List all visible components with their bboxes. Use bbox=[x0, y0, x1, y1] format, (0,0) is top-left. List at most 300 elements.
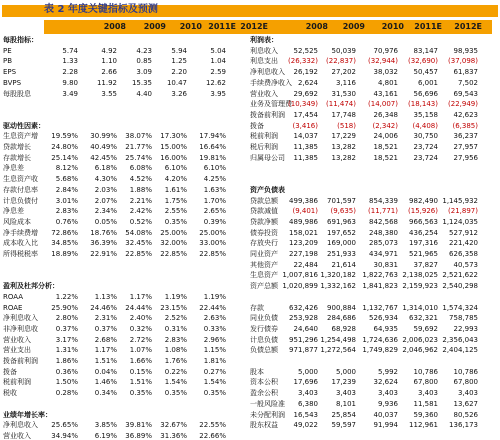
left-row-value: 2.34% bbox=[94, 207, 117, 215]
right-row-value: 43,161 bbox=[373, 90, 398, 98]
left-row-value: 2.65% bbox=[203, 207, 226, 215]
right-row-value: (11,474) bbox=[326, 100, 356, 108]
left-row-value: 1.15% bbox=[203, 346, 226, 354]
right-row-value: 17,229 bbox=[331, 132, 356, 140]
right-row-value: 136,173 bbox=[449, 421, 478, 429]
left-row-value: 6.19% bbox=[94, 432, 117, 440]
right-row-value: 632,426 bbox=[289, 304, 318, 312]
right-row-value: 98,935 bbox=[453, 47, 478, 55]
left-row-label: ROAA bbox=[3, 293, 24, 301]
right-row-value: (3,416) bbox=[292, 122, 318, 130]
left-row-value: 1.54% bbox=[203, 378, 226, 386]
left-row-value: 4.92 bbox=[101, 47, 117, 55]
left-row-value: 2.40% bbox=[129, 314, 152, 322]
left-row-value: 4.30% bbox=[94, 175, 117, 183]
left-row-value: 3.01% bbox=[55, 197, 78, 205]
right-row-value: 26,348 bbox=[373, 111, 398, 119]
right-row-label: 拨备前利润 bbox=[250, 111, 285, 119]
right-row-value: 80,526 bbox=[453, 411, 478, 419]
right-row-value: 2,138,025 bbox=[402, 271, 438, 279]
right-row-value: 436,254 bbox=[409, 229, 438, 237]
right-row-value: 251,933 bbox=[327, 250, 356, 258]
right-row-value: 59,360 bbox=[413, 411, 438, 419]
right-row-value: (9,401) bbox=[292, 207, 318, 215]
right-row-label: 资产总额 bbox=[250, 282, 278, 290]
left-row-value: 1.70% bbox=[203, 197, 226, 205]
left-row-value: 18.89% bbox=[51, 250, 78, 258]
right-row-label: 贷款净额 bbox=[250, 218, 278, 226]
left-row-value: 2.52% bbox=[164, 314, 187, 322]
left-row-value: 1.66% bbox=[129, 357, 152, 365]
right-row-value: (6,385) bbox=[452, 122, 478, 130]
right-row-value: 59,597 bbox=[331, 421, 356, 429]
left-row-label: 每股指标： bbox=[3, 36, 38, 44]
right-row-value: 854,339 bbox=[369, 197, 398, 205]
left-row-value: 1.86% bbox=[55, 357, 78, 365]
left-row-value: 12.62 bbox=[205, 79, 226, 87]
left-row-label: PB bbox=[3, 57, 13, 65]
right-row-value: 17,239 bbox=[331, 378, 356, 386]
right-year-2011e: 2011E bbox=[414, 22, 442, 31]
right-row-value: 2,404,125 bbox=[442, 346, 478, 354]
left-row-value: 1.17% bbox=[129, 293, 152, 301]
left-row-value: 22.85% bbox=[199, 250, 226, 258]
table-title-bar bbox=[0, 0, 500, 22]
right-row-value: 632,321 bbox=[409, 314, 438, 322]
right-row-value: 13,282 bbox=[331, 143, 356, 151]
right-row-value: 26,192 bbox=[293, 68, 318, 76]
right-row-value: 22,993 bbox=[453, 325, 478, 333]
left-row-value: 2.55% bbox=[164, 207, 187, 215]
right-row-value: 1,749,829 bbox=[362, 346, 398, 354]
left-row-value: 2.03% bbox=[94, 186, 117, 194]
left-row-value: 16.64% bbox=[199, 143, 226, 151]
left-row-label: 营业收入 bbox=[3, 336, 31, 344]
right-row-label: 营业收入 bbox=[250, 90, 278, 98]
left-row-value: 36.89% bbox=[125, 432, 152, 440]
right-row-label: 利润表： bbox=[250, 36, 278, 44]
left-row-value: 1.22% bbox=[55, 293, 78, 301]
right-row-value: 1,332,162 bbox=[320, 282, 356, 290]
left-row-value: 1.13% bbox=[94, 293, 117, 301]
right-row-value: 25,854 bbox=[331, 411, 356, 419]
left-row-value: 0.31% bbox=[164, 325, 187, 333]
left-row-value: 4.25% bbox=[203, 175, 226, 183]
right-row-value: 22,484 bbox=[293, 261, 318, 269]
left-year-2009: 2009 bbox=[143, 22, 166, 31]
right-row-value: 123,209 bbox=[289, 239, 318, 247]
left-row-value: 1.04 bbox=[210, 57, 226, 65]
left-row-value: 1.54% bbox=[164, 378, 187, 386]
left-row-value: 4.52% bbox=[129, 175, 152, 183]
right-row-value: 1,007,816 bbox=[282, 271, 318, 279]
left-row-label: 存款付息率 bbox=[3, 186, 38, 194]
left-row-value: 0.05% bbox=[94, 218, 117, 226]
left-row-label: 拨备 bbox=[3, 368, 17, 376]
right-row-label: 股本 bbox=[250, 368, 264, 376]
left-row-value: 5.68% bbox=[55, 175, 78, 183]
right-row-value: 17,748 bbox=[331, 111, 356, 119]
right-row-value: 13,282 bbox=[331, 154, 356, 162]
right-row-value: 966,563 bbox=[409, 218, 438, 226]
left-row-value: 16.00% bbox=[160, 154, 187, 162]
right-row-value: 42,623 bbox=[453, 111, 478, 119]
left-row-value: 1.51% bbox=[94, 357, 117, 365]
right-row-value: 6,001 bbox=[417, 79, 438, 87]
left-row-value: 17.94% bbox=[199, 132, 226, 140]
left-row-value: 32.00% bbox=[160, 239, 187, 247]
left-row-value: 0.22% bbox=[164, 368, 187, 376]
right-row-label: 贷款总额 bbox=[250, 197, 278, 205]
left-row-value: 2.84% bbox=[55, 186, 78, 194]
right-row-value: 18,521 bbox=[373, 154, 398, 162]
left-row-value: 39.81% bbox=[125, 421, 152, 429]
left-row-value: 0.37% bbox=[55, 325, 78, 333]
right-row-value: 11,385 bbox=[293, 143, 318, 151]
right-row-value: 5,000 bbox=[297, 368, 318, 376]
right-row-value: 626,358 bbox=[449, 250, 478, 258]
left-row-value: 4.40 bbox=[136, 90, 152, 98]
left-row-label: 成本收入比 bbox=[3, 239, 38, 247]
left-row-value: 5.04 bbox=[210, 47, 226, 55]
right-row-value: 3,403 bbox=[335, 389, 356, 397]
left-row-value: 0.27% bbox=[203, 368, 226, 376]
right-year-2009: 2009 bbox=[342, 22, 365, 31]
right-row-label: 股东权益 bbox=[250, 421, 278, 429]
left-row-value: 2.96% bbox=[203, 336, 226, 344]
right-row-value: 701,597 bbox=[327, 197, 356, 205]
left-row-value: 1.76% bbox=[164, 357, 187, 365]
right-row-label: 利息支出 bbox=[250, 57, 278, 65]
left-row-value: 34.85% bbox=[51, 239, 78, 247]
left-row-label: 税前利润 bbox=[3, 378, 31, 386]
right-row-value: 67,800 bbox=[453, 378, 478, 386]
left-row-value: 5.94 bbox=[171, 47, 187, 55]
left-row-value: 2.21% bbox=[129, 197, 152, 205]
right-row-value: 1,254,498 bbox=[320, 336, 356, 344]
left-row-label: BVPS bbox=[3, 79, 22, 87]
left-row-label: 净利息收入 bbox=[3, 421, 38, 429]
right-row-value: 14,037 bbox=[293, 132, 318, 140]
right-row-value: 70,976 bbox=[373, 47, 398, 55]
right-row-value: 17,696 bbox=[293, 378, 318, 386]
right-row-value: 971,877 bbox=[289, 346, 318, 354]
right-row-value: 10,786 bbox=[413, 368, 438, 376]
left-row-value: 10.47 bbox=[166, 79, 187, 87]
left-year-2011e: 2011E bbox=[208, 22, 236, 31]
right-row-value: 91,994 bbox=[373, 421, 398, 429]
left-row-value: 5.74 bbox=[62, 47, 78, 55]
left-row-value: 40.49% bbox=[90, 143, 117, 151]
left-row-value: 36.39% bbox=[90, 239, 117, 247]
right-row-value: 197,652 bbox=[327, 229, 356, 237]
left-row-label: 所得税税率 bbox=[3, 250, 38, 258]
left-row-label: 净利息收入 bbox=[3, 314, 38, 322]
right-row-label: 归属母公司 bbox=[250, 154, 285, 162]
right-row-value: 7,502 bbox=[457, 79, 478, 87]
left-row-value: 2.28 bbox=[62, 68, 78, 76]
right-row-value: 227,198 bbox=[289, 250, 318, 258]
right-row-label: 一般风险准 bbox=[250, 400, 285, 408]
left-row-label: 每股股息 bbox=[3, 90, 31, 98]
left-row-value: 19.59% bbox=[51, 132, 78, 140]
left-row-value: 42.45% bbox=[90, 154, 117, 162]
left-row-value: 3.26 bbox=[171, 90, 187, 98]
left-row-value: 23.15% bbox=[160, 304, 187, 312]
right-row-value: 11,385 bbox=[293, 154, 318, 162]
left-row-value: 19.81% bbox=[199, 154, 226, 162]
left-row-value: 2.07% bbox=[94, 197, 117, 205]
left-row-label: 生息资产增 bbox=[3, 132, 38, 140]
left-row-value: 31.36% bbox=[160, 432, 187, 440]
left-row-value: 2.20 bbox=[171, 68, 187, 76]
right-row-value: 2,624 bbox=[297, 79, 318, 87]
right-row-label: 存款 bbox=[250, 304, 264, 312]
left-row-value: 1.81% bbox=[203, 357, 226, 365]
right-row-value: 1,145,932 bbox=[442, 197, 478, 205]
left-row-value: 72.86% bbox=[51, 229, 78, 237]
right-row-value: 31,530 bbox=[331, 90, 356, 98]
right-row-value: 285,073 bbox=[369, 239, 398, 247]
left-row-value: 34.94% bbox=[51, 432, 78, 440]
left-row-label: 税收 bbox=[3, 389, 17, 397]
left-row-value: 0.39% bbox=[203, 218, 226, 226]
right-row-value: 527,912 bbox=[449, 229, 478, 237]
left-row-value: 9.80 bbox=[62, 79, 78, 87]
right-row-value: 3,403 bbox=[457, 389, 478, 397]
right-row-value: 691,963 bbox=[327, 218, 356, 226]
right-row-value: 434,971 bbox=[369, 250, 398, 258]
right-row-value: 61,837 bbox=[453, 68, 478, 76]
left-row-value: 3.09 bbox=[136, 68, 152, 76]
left-row-value: 18.76% bbox=[90, 229, 117, 237]
left-row-value: 54.08% bbox=[125, 229, 152, 237]
left-row-value: 2.68% bbox=[94, 336, 117, 344]
left-row-value: 0.36% bbox=[55, 368, 78, 376]
left-row-label: 生息资产收 bbox=[3, 175, 38, 183]
left-row-value: 24.46% bbox=[90, 304, 117, 312]
right-row-value: 27,956 bbox=[453, 154, 478, 162]
right-row-value: 2,521,622 bbox=[442, 271, 478, 279]
right-row-value: (15,926) bbox=[408, 207, 438, 215]
left-row-value: 1.08% bbox=[164, 346, 187, 354]
right-row-value: 38,032 bbox=[373, 68, 398, 76]
right-row-value: 2,540,298 bbox=[442, 282, 478, 290]
right-row-value: 24,006 bbox=[373, 132, 398, 140]
right-financials-panel bbox=[250, 34, 500, 440]
left-row-value: 25.00% bbox=[160, 229, 187, 237]
left-row-label: 计息负债付 bbox=[3, 197, 38, 205]
left-row-label: 贷款增长 bbox=[3, 143, 31, 151]
left-row-value: 6.18% bbox=[94, 164, 117, 172]
left-row-value: 1.63% bbox=[203, 186, 226, 194]
right-row-value: 32,624 bbox=[373, 378, 398, 386]
left-row-value: 6.10% bbox=[203, 164, 226, 172]
right-row-value: 2,006,023 bbox=[402, 336, 438, 344]
left-row-value: 25.90% bbox=[51, 304, 78, 312]
left-row-label: 拨备前利润 bbox=[3, 357, 38, 365]
left-row-value: 1.46% bbox=[94, 378, 117, 386]
left-row-value: 1.25 bbox=[171, 57, 187, 65]
right-row-value: 6,380 bbox=[297, 400, 318, 408]
right-row-label: 业务及管理费 bbox=[250, 100, 292, 108]
right-row-value: 3,403 bbox=[297, 389, 318, 397]
right-year-2010: 2010 bbox=[381, 22, 404, 31]
left-row-value: 11.92 bbox=[96, 79, 117, 87]
left-row-value: 17.30% bbox=[160, 132, 187, 140]
right-row-value: 1,132,767 bbox=[362, 304, 398, 312]
right-year-2008: 2008 bbox=[305, 22, 328, 31]
right-row-value: 83,147 bbox=[413, 47, 438, 55]
right-row-value: 17,454 bbox=[293, 111, 318, 119]
right-row-value: 40,573 bbox=[453, 261, 478, 269]
right-row-value: 5,000 bbox=[335, 368, 356, 376]
right-row-value: 3,403 bbox=[377, 389, 398, 397]
left-year-2010: 2010 bbox=[179, 22, 202, 31]
left-row-label: 驱动性因素： bbox=[3, 122, 45, 130]
left-row-value: 0.35% bbox=[164, 218, 187, 226]
right-row-value: 11,581 bbox=[413, 400, 438, 408]
right-row-value: 29,692 bbox=[293, 90, 318, 98]
left-row-value: 0.35% bbox=[129, 389, 152, 397]
right-year-2012e: 2012E bbox=[454, 22, 482, 31]
left-row-value: 2.59 bbox=[210, 68, 226, 76]
left-row-value: 25.65% bbox=[51, 421, 78, 429]
left-row-label: 业绩年增长率： bbox=[3, 411, 52, 419]
right-row-value: 526,934 bbox=[369, 314, 398, 322]
left-row-value: 22.44% bbox=[199, 304, 226, 312]
right-row-value: (32,944) bbox=[368, 57, 398, 65]
left-row-value: 8.12% bbox=[55, 164, 78, 172]
right-row-value: 67,800 bbox=[413, 378, 438, 386]
right-row-value: 40,037 bbox=[373, 411, 398, 419]
left-row-value: 0.04% bbox=[94, 368, 117, 376]
left-row-label: 净息差 bbox=[3, 207, 24, 215]
right-row-value: 49,022 bbox=[293, 421, 318, 429]
left-row-value: 24.80% bbox=[51, 143, 78, 151]
left-year-2012e: 2012E bbox=[240, 22, 268, 31]
left-row-value: 6.10% bbox=[164, 164, 187, 172]
right-row-value: 982,490 bbox=[409, 197, 438, 205]
right-row-value: 1,124,035 bbox=[442, 218, 478, 226]
right-row-value: 52,525 bbox=[293, 47, 318, 55]
right-row-label: 净利息收入 bbox=[250, 68, 285, 76]
header-band bbox=[44, 20, 492, 34]
right-row-label: 资本公积 bbox=[250, 378, 278, 386]
right-row-value: 489,986 bbox=[289, 218, 318, 226]
left-row-value: 6.08% bbox=[129, 164, 152, 172]
left-row-value: 0.37% bbox=[94, 325, 117, 333]
right-row-value: 23,724 bbox=[413, 143, 438, 151]
left-row-label: ROAE bbox=[3, 304, 23, 312]
left-row-value: 1.31% bbox=[55, 346, 78, 354]
left-row-value: 22.85% bbox=[125, 250, 152, 258]
right-row-label: 税后利润 bbox=[250, 143, 278, 151]
right-row-value: 36,237 bbox=[453, 132, 478, 140]
right-row-value: 499,386 bbox=[289, 197, 318, 205]
left-row-label: 盈利及杜邦分析： bbox=[3, 282, 59, 290]
left-row-value: 4.23 bbox=[136, 47, 152, 55]
left-row-value: 0.76% bbox=[55, 218, 78, 226]
left-row-value: 3.17% bbox=[55, 336, 78, 344]
left-row-value: 25.74% bbox=[125, 154, 152, 162]
right-row-value: 1,020,899 bbox=[282, 282, 318, 290]
right-row-label: 负债总额 bbox=[250, 346, 278, 354]
left-row-value: 32.67% bbox=[160, 421, 187, 429]
right-row-label: 同业负债 bbox=[250, 314, 278, 322]
right-row-label: 贷款减值 bbox=[250, 207, 278, 215]
left-row-value: 2.31% bbox=[94, 314, 117, 322]
right-row-value: 50,039 bbox=[331, 47, 356, 55]
right-row-value: 900,884 bbox=[327, 304, 356, 312]
right-row-value: 1,841,823 bbox=[362, 282, 398, 290]
left-row-value: 1.61% bbox=[164, 186, 187, 194]
right-row-value: 2,046,962 bbox=[402, 346, 438, 354]
left-row-value: 0.35% bbox=[164, 389, 187, 397]
right-row-value: 8,101 bbox=[335, 400, 356, 408]
right-row-value: 10,786 bbox=[453, 368, 478, 376]
right-row-value: 1,314,010 bbox=[402, 304, 438, 312]
right-row-value: 1,574,324 bbox=[442, 304, 478, 312]
left-row-value: 1.10 bbox=[101, 57, 117, 65]
left-row-value: 3.95 bbox=[210, 90, 226, 98]
right-row-value: (32,690) bbox=[408, 57, 438, 65]
right-row-label: 未分配利润 bbox=[250, 411, 285, 419]
left-row-value: 15.35 bbox=[131, 79, 152, 87]
right-row-value: 1,272,564 bbox=[320, 346, 356, 354]
right-row-value: 253,928 bbox=[289, 314, 318, 322]
left-row-value: 0.32% bbox=[129, 325, 152, 333]
right-row-value: 13,627 bbox=[453, 400, 478, 408]
left-table-row bbox=[0, 430, 250, 440]
right-row-value: 27,957 bbox=[453, 143, 478, 151]
right-row-label: 生息资产 bbox=[250, 271, 278, 279]
right-row-label: 发行债券 bbox=[250, 325, 278, 333]
right-row-value: 35,158 bbox=[413, 111, 438, 119]
left-row-label: 净手续费增 bbox=[3, 229, 38, 237]
left-row-value: 1.19% bbox=[164, 293, 187, 301]
right-row-value: 1,320,182 bbox=[320, 271, 356, 279]
right-row-value: 18,521 bbox=[373, 143, 398, 151]
right-row-value: 24,640 bbox=[293, 325, 318, 333]
right-row-value: 112,961 bbox=[409, 421, 438, 429]
left-row-value: 2.83% bbox=[164, 336, 187, 344]
right-table-row bbox=[250, 419, 500, 431]
left-row-label: 风险成本 bbox=[3, 218, 31, 226]
left-row-value: 0.28% bbox=[55, 389, 78, 397]
left-row-value: 22.66% bbox=[199, 432, 226, 440]
left-row-value: 0.52% bbox=[129, 218, 152, 226]
right-row-label: 利息收入 bbox=[250, 47, 278, 55]
right-row-label: 资产负债表 bbox=[250, 186, 285, 194]
left-row-value: 24.44% bbox=[125, 304, 152, 312]
left-row-value: 3.49 bbox=[62, 90, 78, 98]
right-row-value: 158,021 bbox=[289, 229, 318, 237]
right-row-label: 计息负债 bbox=[250, 336, 278, 344]
right-row-value: 27,202 bbox=[331, 68, 356, 76]
right-row-label: 手续费净收入 bbox=[250, 79, 292, 87]
right-row-value: 758,785 bbox=[449, 314, 478, 322]
right-row-value: (14,007) bbox=[368, 100, 398, 108]
left-row-value: 1.75% bbox=[164, 197, 187, 205]
left-row-value: 2.83% bbox=[55, 207, 78, 215]
left-row-value: 1.07% bbox=[129, 346, 152, 354]
left-row-value: 0.33% bbox=[203, 325, 226, 333]
right-row-value: 30,831 bbox=[373, 261, 398, 269]
left-row-value: 2.63% bbox=[203, 314, 226, 322]
left-row-value: 1.50% bbox=[55, 378, 78, 386]
right-row-value: 3,403 bbox=[417, 389, 438, 397]
